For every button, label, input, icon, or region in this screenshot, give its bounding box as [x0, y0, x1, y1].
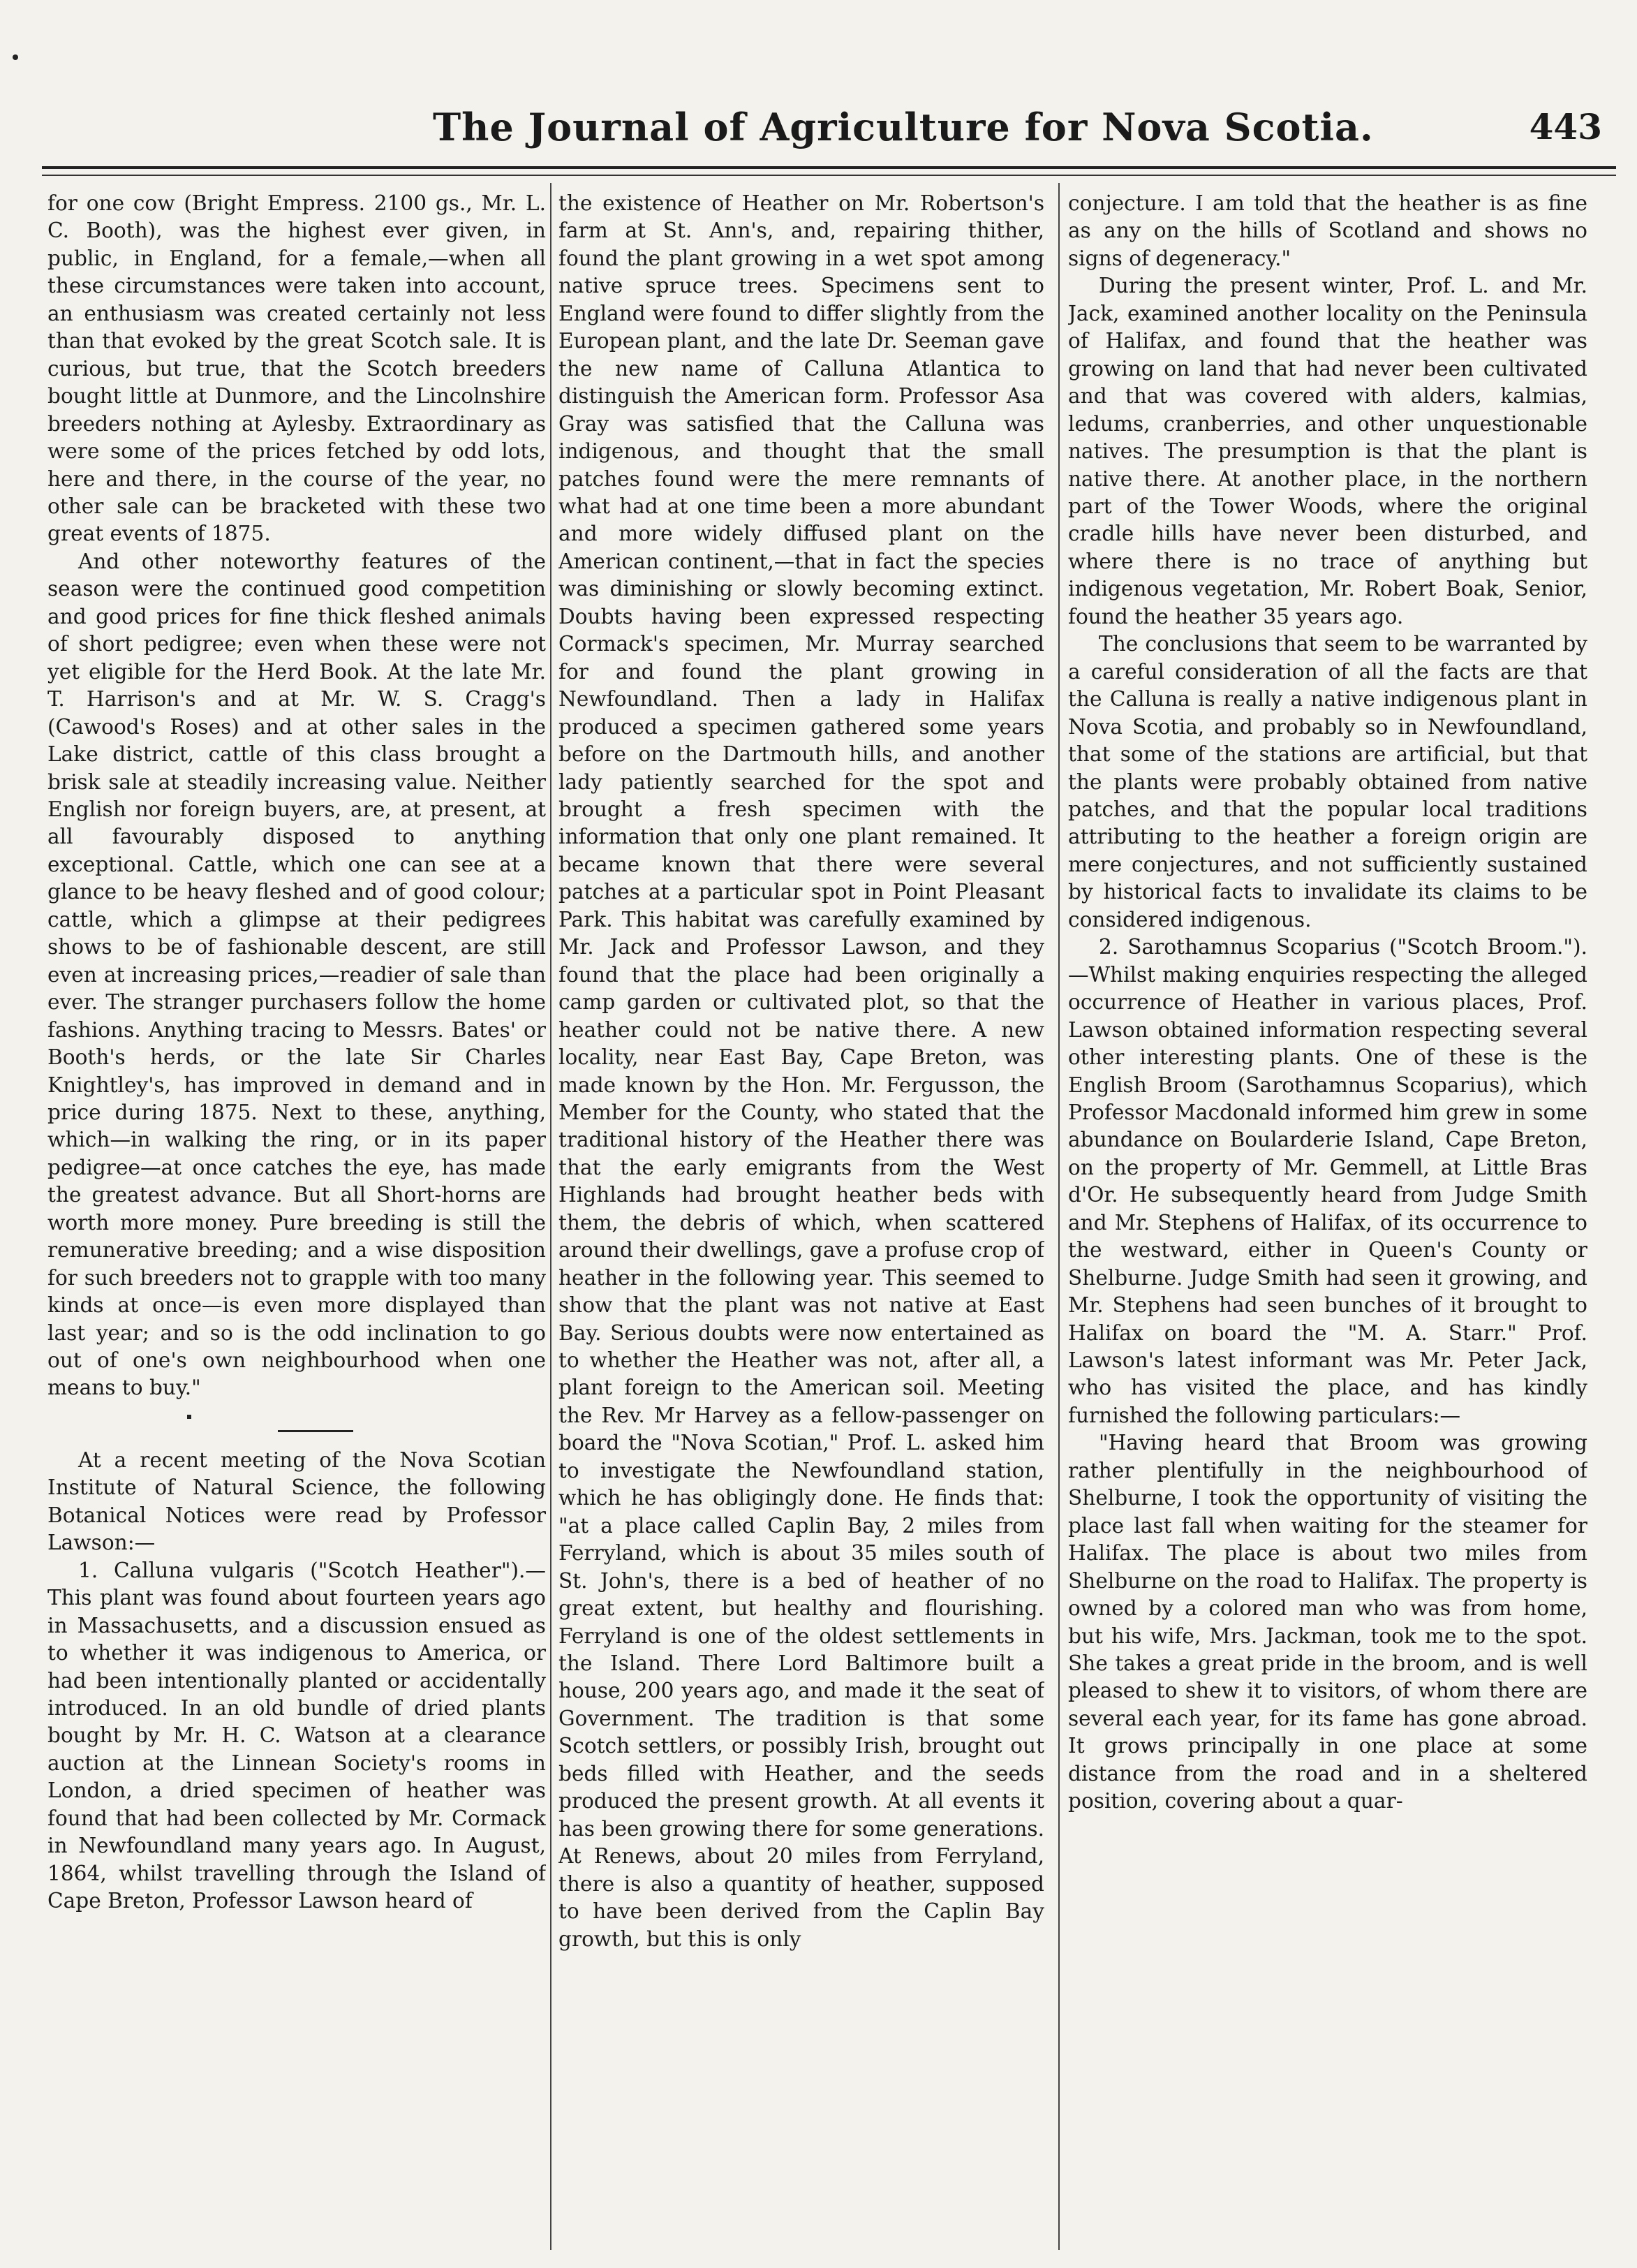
paragraph: conjecture. I am told that the heather is as fine as any on the hills of Scotland and shows no signs of degeneracy." — [1068, 191, 1587, 270]
paragraph: At a recent meeting of the Nova Scotian Institute of Natural Science, the following Botanical Notices were read by Professor Lawson:— — [47, 1448, 546, 1555]
paragraph: for one cow (Bright Empress. 2100 gs., Mr. L. C. Booth), was the highest ever given, in public, in England, for a female,—when all these circumstances were taken into account, an enthusiasm was created certainly not less than that evoked by the great Scotch sale. It is curious, but true, that the Scotch breeders bought little at Dunmore, and the Lincolnshire breeders nothing at Aylesby. Extraordinary as were some of the prices fetched by odd lots, here and there, in the course of the year, no other sale can be bracketed with these two great events of 1875. — [47, 191, 546, 546]
ink-speck — [13, 54, 18, 60]
page-number: 443 — [1529, 106, 1602, 147]
paragraph: "Having heard that Broom was growing rather plentifully in the neighbourhood of Shelburne, I took the opportunity of visiting the place last fall when waiting for the steamer for Halifax. The place is about two miles from Shelburne on the road to Halifax. The property is owned by a colored man who was from home, but his wife, Mrs. Jackman, took me to the spot. She takes a great pride in the broom, and is well pleased to shew it to visitors, of whom there are several each year, for its fame has gone abroad. It grows principally in one place at some distance from the road and in a sheltered position, covering about a quar- — [1068, 1431, 1587, 1813]
separator-rule — [278, 1430, 353, 1432]
paragraph: 2. Sarothamnus Scoparius ("Scotch Broom.").—Whilst making enquiries respecting the alleged occurrence of Heather in various places, Prof. Lawson obtained information respecting several other interesting plants. One of these is the English Broom (Sarothamnus Scoparius), which Professor Macdonald informed him grew in some abundance on Boularderie Island, Cape Breton, on the property of Mr. Gemmell, at Little Bras d'Or. He subsequently heard from Judge Smith and Mr. Stephens of Halifax, of its occurrence to the westward, either in Queen's County or Shelburne. Judge Smith had seen it growing, and Mr. Stephens had seen bunches of it brought to Halifax on board the "M. A. Starr." Prof. Lawson's latest informant was Mr. Peter Jack, who has visited the place, and has kindly furnished the following particulars:— — [1068, 935, 1587, 1427]
column-divider — [1058, 183, 1060, 2250]
paragraph: During the present winter, Prof. L. and Mr. Jack, examined another locality on the Peninsula of Halifax, and found that the heather was growing on land that had never been cultivated and that was covered with alders, kalmias, ledums, cranberries, and other unquestionable natives. The presumption is that the plant is native there. At another place, in the northern part of the Tower Woods, where the original cradle hills have never been disturbed, and where there is no trace of anything but indigenous vegetation, Mr. Robert Boak, Senior, found the heather 35 years ago. — [1068, 274, 1587, 628]
column-2 — [558, 190, 1044, 2250]
paragraph: 1. Calluna vulgaris ("Scotch Heather").—This plant was found about fourteen years ago in Massachusetts, and a discussion ensued as to whether it was indigenous to America, or had been intentionally planted or accidentally introduced. In an old bundle of dried plants bought by Mr. H. C. Watson at a clearance auction at the Linnean Society's rooms in London, a dried specimen of heather was found that had been collected by Mr. Cormack in Newfoundland many years ago. In August, 1864, whilst travelling through the Island of Cape Breton, Professor Lawson heard of — [47, 1558, 546, 1913]
separator-mark — [187, 1415, 191, 1419]
paragraph: the existence of Heather on Mr. Robertson's farm at St. Ann's, and, repairing thither, found the plant growing in a wet spot among native spruce trees. Specimens sent to England were found to differ slightly from the European plant, and the late Dr. Seeman gave the new name of Calluna Atlantica to distinguish the American form. Professor Asa Gray was satisfied that the Calluna was indigenous, and thought that the small patches found were the mere remnants of what had at one time been a more abundant and more widely diffused plant on the American continent,—that in fact the species was diminishing or slowly becoming extinct. Doubts having been expressed respecting Cormack's specimen, Mr. Murray searched for and found the plant growing in Newfoundland. Then a lady in Halifax produced a specimen gathered some years before on the Dartmouth hills, and another lady patiently searched for the spot and brought a fresh specimen with the information that only one plant remained. It became known that there were several patches at a particular spot in Point Pleasant Park. This habitat was carefully examined by Mr. Jack and Professor Lawson, and they found that the place had been originally a camp garden or cultivated plot, so that the heather could not be native there. A new locality, near East Bay, Cape Breton, was made known by the Hon. Mr. Fergusson, the Member for the County, who stated that the traditional history of the Heather there was that the early emigrants from the West Highlands had brought heather beds with them, the debris of which, when scattered around their dwellings, gave a profuse crop of heather in the following year. This seemed to show that the plant was not native at East Bay. Serious doubts were now entertained as to whether the Heather was not, after all, a plant foreign to the American soil. Meeting the Rev. Mr Harvey as a fellow-passenger on board the "Nova Scotian," Prof. L. asked him to investigate the Newfoundland station, which he has obligingly done. He finds that: "at a place called Caplin Bay, 2 miles from Ferryland, which is about 35 miles south of St. John's, there is a bed of heather of no great extent, but healthy and flourishing. Ferryland is one of the oldest settlements in the Island. There Lord Baltimore built a house, 200 years ago, and made it the seat of Government. The tradition is that some Scotch settlers, or possibly Irish, brought out beds filled with Heather, and the seeds produced the present growth. At all events it has been growing there for some generations. At Renews, about 20 miles from Ferryland, there is also a quantity of heather, supposed to have been derived from the Caplin Bay growth, but this is only — [558, 191, 1044, 1951]
column-3 — [1068, 190, 1587, 2250]
paragraph: The conclusions that seem to be warranted by a careful consideration of all the facts are that the Calluna is really a native indigenous plant in Nova Scotia, and probably so in Newfoundland, that some of the stations are artificial, but that the plants were probably obtained from native patches, and that the popular local traditions attributing to the heather a foreign origin are mere conjectures, and not sufficiently sustained by historical facts to invalidate its claims to be considered indigenous. — [1068, 632, 1587, 932]
journal-title: The Journal of Agriculture for Nova Scotia. — [433, 105, 1374, 149]
column-1 — [47, 190, 546, 2250]
header-rule-thick — [42, 166, 1616, 169]
header-rule-thin — [42, 175, 1616, 176]
column-divider — [550, 183, 551, 2250]
section-separator — [47, 1402, 546, 1447]
running-header — [42, 105, 1616, 161]
paragraph: And other noteworthy features of the season were the continued good competition and good prices for fine thick fleshed animals of short pedigree; even when these were not yet eligible for the Herd Book. At the late Mr. T. Harrison's and at Mr. W. S. Cragg's (Cawood's Roses) and at other sales in the Lake district, cattle of this class brought a brisk sale at steadily increasing value. Neither English nor foreign buyers, are, at present, at all favourably disposed to anything exceptional. Cattle, which one can see at a glance to be heavy fleshed and of good colour; cattle, which a glimpse at their pedigrees shows to be of fashionable descent, are still even at increasing prices,—readier of sale than ever. The stranger purchasers follow the home fashions. Anything tracing to Messrs. Bates' or Booth's herds, or the late Sir Charles Knightley's, has improved in demand and in price during 1875. Next to these, anything, which—in walking the ring, or in its paper pedigree—at once catches the eye, has made the greatest advance. But all Short-horns are worth more money. Pure breeding is still the remunerative breeding; and a wise disposition for such breeders not to grapple with too many kinds at once—is even more displayed than last year; and so is the odd inclination to go out of one's own neighbourhood when one means to buy." — [47, 549, 546, 1400]
